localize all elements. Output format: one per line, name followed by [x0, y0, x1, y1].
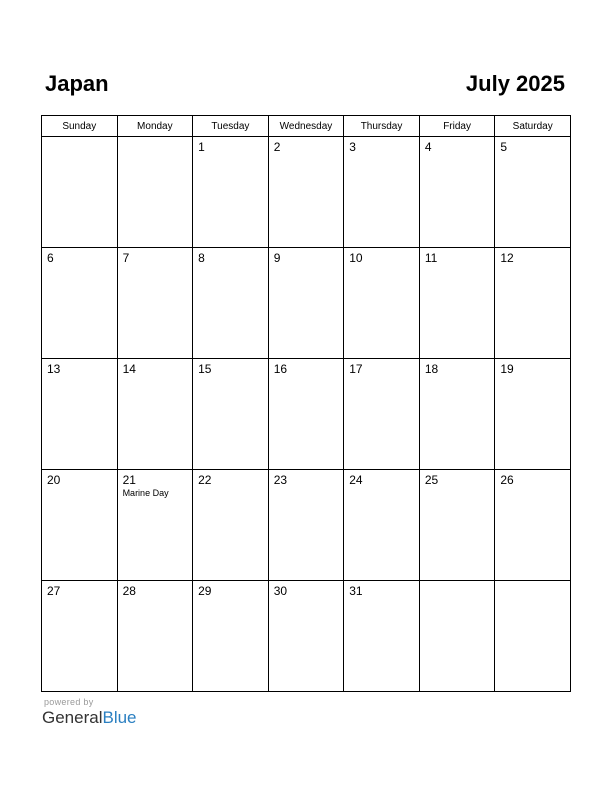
day-number: 12 [500, 251, 514, 265]
day-cell [495, 137, 571, 248]
day-cell [193, 581, 269, 692]
day-cell [193, 470, 269, 581]
day-cell [117, 581, 193, 692]
day-number: 27 [47, 584, 61, 598]
day-cell [344, 137, 420, 248]
day-cell [117, 359, 193, 470]
brand-part-blue: Blue [102, 708, 137, 727]
holiday-label: Marine Day [122, 488, 169, 498]
day-cell [42, 359, 118, 470]
day-number: 1 [198, 140, 205, 154]
day-number: 5 [500, 140, 508, 154]
day-number: 10 [349, 251, 363, 265]
day-number: 26 [500, 473, 514, 487]
day-cell [42, 581, 118, 692]
calendar-grid [41, 115, 571, 692]
day-cell [42, 248, 118, 359]
day-cell [419, 359, 495, 470]
day-cell [344, 470, 420, 581]
week-row [42, 248, 571, 359]
day-number: 17 [349, 362, 363, 376]
day-number: 19 [500, 362, 514, 376]
day-number: 3 [349, 140, 356, 154]
weekday-sunday: Sunday [42, 116, 118, 137]
day-number: 9 [273, 251, 281, 265]
day-number: 14 [122, 362, 136, 376]
weekday-monday: Monday [117, 116, 193, 137]
day-cell [344, 581, 420, 692]
day-cell [495, 359, 571, 470]
day-number: 24 [349, 473, 363, 487]
powered-by-label: powered by [44, 697, 94, 707]
country-title: Japan [45, 71, 109, 96]
day-number: 21 [122, 473, 136, 487]
day-cell [495, 470, 571, 581]
day-cell [419, 470, 495, 581]
day-cell [42, 137, 118, 248]
day-number: 11 [424, 251, 438, 265]
day-number: 4 [424, 140, 432, 154]
day-number: 22 [198, 473, 212, 487]
day-number: 23 [273, 473, 288, 487]
day-cell [268, 137, 344, 248]
week-row [42, 359, 571, 470]
weekday-saturday: Saturday [495, 116, 571, 137]
day-cell [495, 581, 571, 692]
day-number: 2 [273, 140, 281, 154]
week-row [42, 581, 571, 692]
day-number: 6 [47, 251, 54, 265]
day-number: 15 [198, 362, 212, 376]
day-cell [268, 248, 344, 359]
weekday-header-row [42, 116, 571, 137]
day-number: 8 [198, 251, 205, 265]
day-cell [268, 470, 344, 581]
week-row [42, 470, 571, 581]
day-number: 7 [122, 251, 130, 265]
day-cell [193, 248, 269, 359]
day-cell [117, 137, 193, 248]
weekday-tuesday: Tuesday [193, 116, 269, 137]
day-cell [268, 581, 344, 692]
brand-part-general: General [42, 708, 103, 727]
day-number: 29 [198, 584, 212, 598]
day-number: 28 [122, 584, 136, 598]
day-number: 20 [47, 473, 61, 487]
generalblue-logo[interactable] [42, 708, 137, 728]
day-number: 31 [349, 584, 363, 598]
week-row [42, 137, 571, 248]
day-number: 18 [424, 362, 439, 376]
day-cell [193, 359, 269, 470]
day-cell [419, 581, 495, 692]
day-number: 25 [424, 473, 439, 487]
day-cell [344, 248, 420, 359]
day-cell [42, 470, 118, 581]
day-number: 13 [47, 362, 61, 376]
day-cell [117, 248, 193, 359]
day-cell [193, 137, 269, 248]
day-cell [268, 359, 344, 470]
day-cell [419, 248, 495, 359]
day-cell [495, 248, 571, 359]
month-title: July 2025 [465, 71, 565, 96]
weekday-thursday: Thursday [344, 116, 420, 137]
day-cell [117, 470, 193, 581]
day-cell [344, 359, 420, 470]
weekday-wednesday: Wednesday [268, 116, 344, 137]
day-number: 16 [273, 362, 288, 376]
weekday-friday: Friday [419, 116, 495, 137]
day-cell [419, 137, 495, 248]
day-number: 30 [273, 584, 288, 598]
